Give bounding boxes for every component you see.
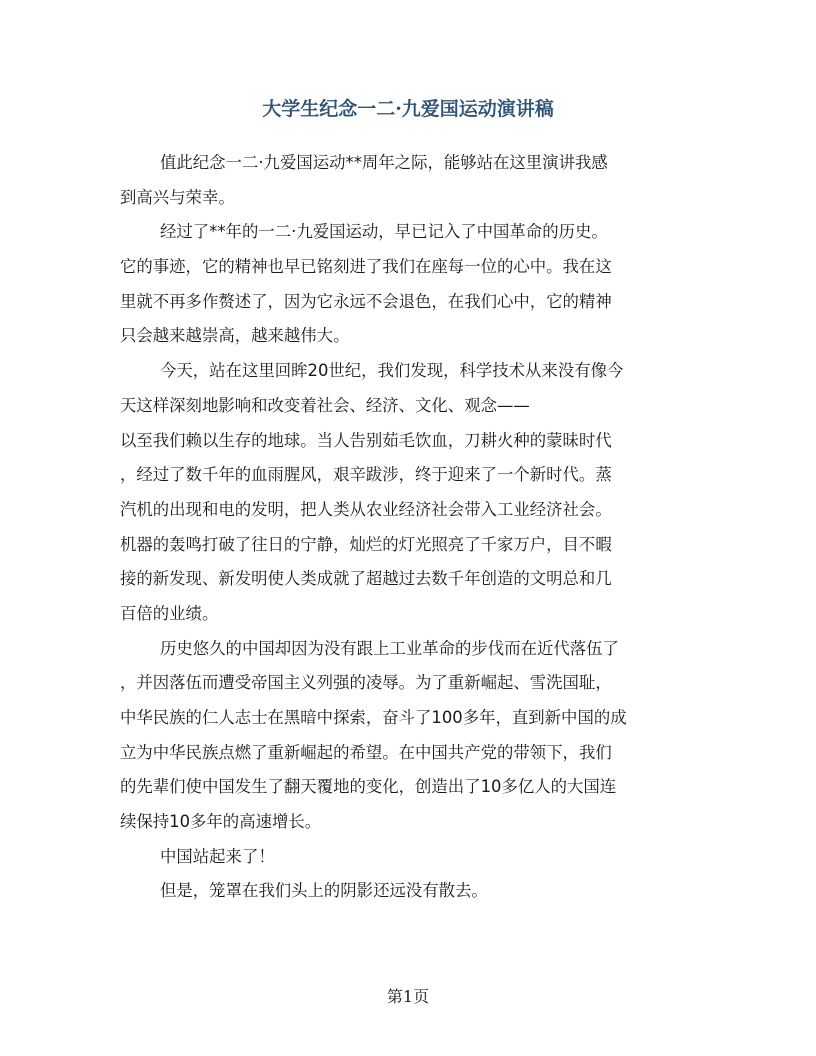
body-line: ，经过了数千年的血雨腥风，艰辛跋涉，终于迎来了一个新时代。蒸 — [120, 465, 612, 485]
document-title: 大学生纪念一二·九爱国运动演讲稿 — [262, 98, 554, 120]
body-line: 经过了**年的一二·九爱国运动，早已记入了中国革命的历史。 — [160, 222, 608, 242]
body-line: 中华民族的仁人志士在黑暗中探索，奋斗了100多年，直到新中国的成 — [120, 708, 627, 727]
body-line: 汽机的出现和电的发明，把人类从农业经济社会带入工业经济社会。 — [120, 499, 612, 519]
body-line: 接的新发现、新发明使人类成就了超越过去数千年创造的文明总和几 — [120, 569, 612, 589]
body-line: 百倍的业绩。 — [120, 603, 219, 623]
body-line: 值此纪念一二·九爱国运动**周年之际，能够站在这里演讲我感 — [160, 153, 608, 172]
body-line: 它的事迹，它的精神也早已铭刻进了我们在座每一位的心中。我在这 — [120, 257, 612, 277]
body-line: 但是，笼罩在我们头上的阴影还远没有散去。 — [160, 881, 488, 901]
body-line: 只会越来越崇高，越来越伟大。 — [120, 326, 350, 346]
body-line: 今天，站在这里回眸20世纪，我们发现，科学技术从来没有像今 — [160, 361, 624, 381]
body-line: 机器的轰鸣打破了往日的宁静，灿烂的灯光照亮了千家万户，目不暇 — [120, 534, 612, 554]
document-body — [120, 146, 696, 909]
body-line: 立为中华民族点燃了重新崛起的希望。在中国共产党的带领下，我们 — [120, 742, 612, 762]
body-line: 历史悠久的中国却因为没有跟上工业革命的步伐而在近代落伍了 — [160, 638, 619, 658]
body-line: 天这样深刻地影响和改变着社会、经济、文化、观念—— — [120, 395, 530, 415]
body-line: 的先辈们使中国发生了翻天覆地的变化，创造出了10多亿人的大国连 — [120, 777, 617, 797]
body-line: 续保持10多年的高速增长。 — [120, 812, 322, 832]
body-line: 中国站起来了！ — [160, 846, 275, 866]
body-line: 到高兴与荣幸。 — [120, 187, 235, 207]
body-line: 以至我们赖以生存的地球。当人告别茹毛饮血，刀耕火种的蒙昧时代 — [120, 430, 612, 450]
body-line: 里就不再多作赘述了，因为它永远不会退色，在我们心中，它的精神 — [120, 291, 612, 311]
page-number: 第1页 — [386, 987, 430, 1006]
body-line: ，并因落伍而遭受帝国主义列强的凌辱。为了重新崛起、雪洗国耻， — [120, 673, 612, 693]
